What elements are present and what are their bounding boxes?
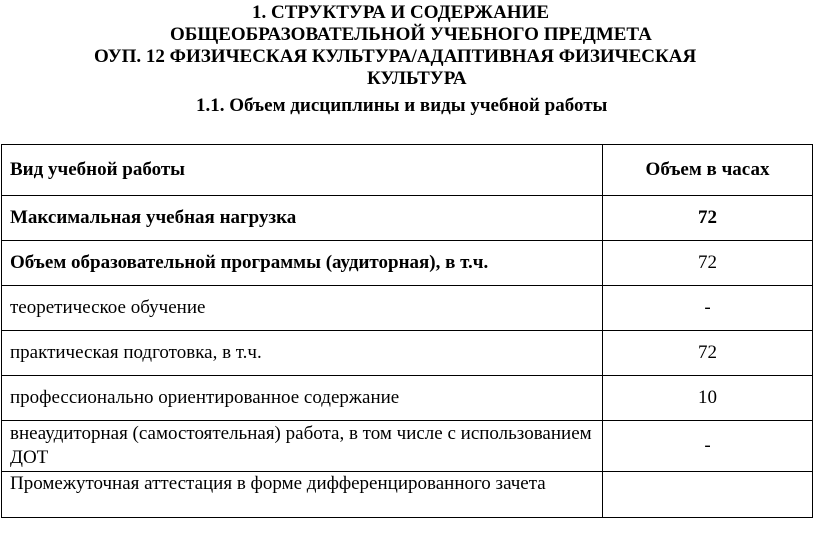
row-value: - xyxy=(603,286,813,331)
table-row xyxy=(2,331,813,376)
table-row xyxy=(2,421,813,472)
row-label: профессионально ориентированное содержание xyxy=(2,376,603,421)
row-label: внеаудиторная (самостоятельная) работа, в том числе с использованием ДОТ xyxy=(2,421,603,472)
row-value xyxy=(603,472,813,518)
header-work-type: Вид учебной работы xyxy=(2,145,603,196)
header-hours: Объем в часах xyxy=(603,145,813,196)
row-label: Промежуточная аттестация в форме дифференцированного зачета xyxy=(2,472,603,518)
table-row xyxy=(2,196,813,241)
section-title-line-2: ОБЩЕОБРАЗОВАТЕЛЬНОЙ УЧЕБНОГО ПРЕДМЕТА xyxy=(170,24,652,45)
row-value: 72 xyxy=(603,331,813,376)
workload-table xyxy=(1,144,813,518)
row-value: - xyxy=(603,421,813,472)
table-row xyxy=(2,376,813,421)
section-title-line-1: 1. СТРУКТУРА И СОДЕРЖАНИЕ xyxy=(252,2,550,23)
row-value: 72 xyxy=(603,241,813,286)
section-title-line-3: ОУП. 12 ФИЗИЧЕСКАЯ КУЛЬТУРА/АДАПТИВНАЯ ФИЗИЧЕСКАЯ xyxy=(94,46,697,67)
row-value: 72 xyxy=(603,196,813,241)
row-value: 10 xyxy=(603,376,813,421)
section-title-line-4: КУЛЬТУРА xyxy=(367,68,467,89)
table-row xyxy=(2,472,813,518)
row-label: Объем образовательной программы (аудиторная), в т.ч. xyxy=(2,241,603,286)
table-header-row xyxy=(2,145,813,196)
subsection-title: 1.1. Объем дисциплины и виды учебной работы xyxy=(196,95,608,116)
row-label: Максимальная учебная нагрузка xyxy=(2,196,603,241)
table-row xyxy=(2,286,813,331)
table-row xyxy=(2,241,813,286)
row-label: теоретическое обучение xyxy=(2,286,603,331)
row-label: практическая подготовка, в т.ч. xyxy=(2,331,603,376)
